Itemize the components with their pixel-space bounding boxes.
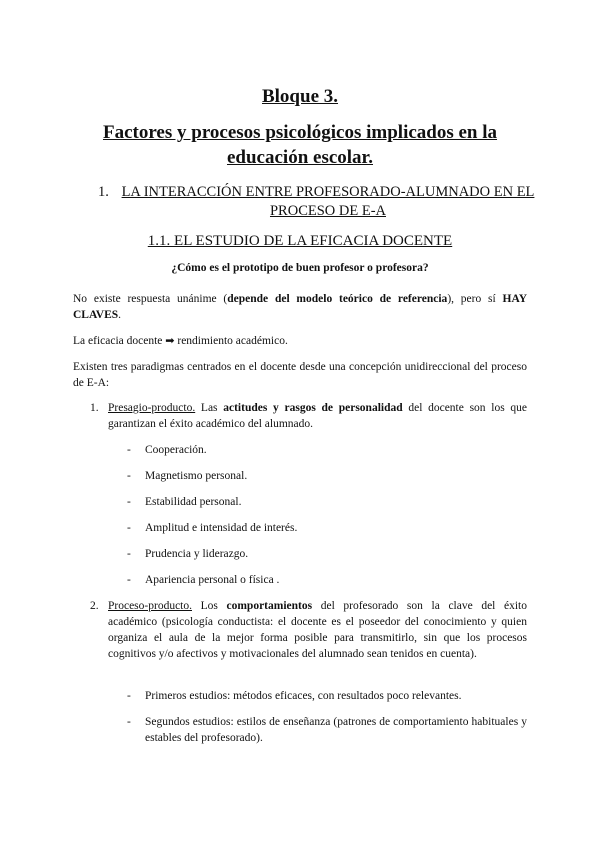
- p1-text-e: .: [118, 309, 122, 321]
- subsection-heading: 1.1. EL ESTUDIO DE LA EFICACIA DOCENTE: [147, 233, 453, 249]
- p1-text-a: No existe respuesta unánime (: [73, 293, 228, 305]
- p1-bold: depende del modelo teórico de referencia: [227, 293, 448, 305]
- arrow-right-icon: ➡: [165, 334, 175, 347]
- section-number: 1.: [98, 184, 109, 200]
- item1-text-b: del docente son los que garantizan el éxito académico del alumnado.: [108, 402, 527, 430]
- bullet-dash: -: [127, 548, 131, 560]
- bullet-item: Prudencia y liderazgo.: [145, 548, 249, 560]
- bullet-dash: -: [127, 496, 131, 508]
- block-title: Bloque 3.: [261, 86, 339, 107]
- bullet-dash: -: [127, 690, 131, 702]
- bullet-item: Segundos estudios: estilos de enseñanza (patrones de comportamiento habituales y estables del profesorado).: [145, 716, 527, 744]
- paragraph-1: [73, 291, 527, 323]
- item2-lead: Proceso-producto.: [108, 600, 192, 612]
- bullet-dash: -: [127, 470, 131, 482]
- bullet-item: Apariencia personal o física .: [145, 574, 280, 586]
- bullet-dash: -: [127, 574, 131, 586]
- section-title: LA INTERACCIÓN ENTRE PROFESORADO-ALUMNADO EN EL PROCESO DE E-A: [121, 184, 535, 219]
- p2-text-b: rendimiento académico.: [177, 335, 288, 347]
- list-item-1: [108, 400, 527, 432]
- paragraph-3: Existen tres paradigmas centrados en el docente desde una concepción unidireccional del proceso de E-A:: [73, 361, 527, 389]
- item2-text-a: Los: [192, 600, 227, 612]
- item1-bold: actitudes y rasgos de personalidad: [223, 402, 403, 414]
- bullet-dash: -: [127, 716, 131, 728]
- bullet-item: Cooperación.: [145, 444, 207, 456]
- list-number-1: 1.: [90, 402, 99, 414]
- bullet-dash: -: [127, 522, 131, 534]
- paragraph-2: [73, 333, 527, 349]
- main-title: Factores y procesos psicológicos implicados en la educación escolar.: [102, 122, 498, 168]
- item1-text-a: Las: [195, 402, 224, 414]
- list-item-2: [108, 598, 527, 662]
- question-line: ¿Cómo es el prototipo de buen profesor o profesora?: [171, 262, 429, 274]
- bullet-item: Primeros estudios: métodos eficaces, con resultados poco relevantes.: [145, 690, 462, 702]
- bullet-item: Estabilidad personal.: [145, 496, 242, 508]
- p1-claves: HAY CLAVES: [73, 293, 527, 321]
- item1-lead: Presagio-producto.: [108, 402, 196, 414]
- bullet-item: Magnetismo personal.: [145, 470, 248, 482]
- p2-text-a: La eficacia docente: [73, 335, 163, 347]
- p1-text-c: ), pero sí: [447, 293, 503, 305]
- item2-text-b: del profesorado son la clave del éxito académico (psicología conductista: el docente es el poseedor del conocimiento y quien organiza el aula de la mejor forma posible para transmitirlo, sin que los procesos cognitivos y/o afectivos y motivacionales del alumnado sean tenidos en cuenta).: [108, 600, 527, 660]
- item2-bold: comportamientos: [226, 600, 313, 612]
- list-number-2: 2.: [90, 600, 99, 612]
- bullet-item: Amplitud e intensidad de interés.: [145, 522, 298, 534]
- bullet-dash: -: [127, 444, 131, 456]
